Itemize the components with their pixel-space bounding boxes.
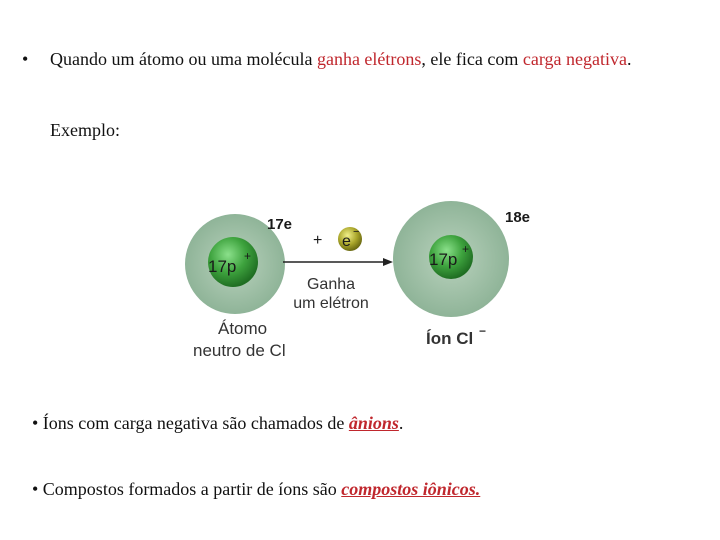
atom-electron-count: 17e [267,216,293,233]
atom-caption-line1: Átomo [218,319,268,338]
arrow-label-line1: Ganha [306,276,356,293]
intro-text-3: , ele fica com [421,49,523,69]
anions-term: ânions [348,413,399,433]
ionic-text-1: • Compostos formados a partir de íons são [32,479,342,499]
arrow-head-icon [383,258,393,266]
highlight-negative-charge: carga negativa [522,49,627,69]
atom-nucleus-charge: + [244,249,252,263]
ion-caption-charge: − [479,324,487,338]
ionic-compounds-term: compostos iônicos. [341,479,481,499]
anions-text-1: • Íons com carga negativa são chamados de [32,413,349,433]
atom-nucleus-label: 17p [208,257,237,276]
electron-label: e [342,233,351,250]
ion-nucleus-charge: + [462,242,470,256]
ion-caption: Íon Cl [426,329,474,348]
anions-statement [32,413,403,434]
ion-nucleus-label: 17p [429,250,458,269]
electron-charge: − [353,226,360,238]
plus-sign: + [313,232,323,249]
bullet: • [22,49,29,69]
ion-electron-count: 18e [505,209,531,226]
arrow-label-line2: um elétron [293,295,369,312]
atom-caption-line2: neutro de Cl [193,341,286,360]
anions-text-3: . [398,413,404,433]
intro-text-1: Quando um átomo ou uma molécula [50,49,317,69]
ionic-compounds-statement [32,479,480,500]
example-label: Exemplo: [50,120,120,140]
highlight-gains-electrons: ganha elétrons [316,49,422,69]
intro-text-5: . [626,49,632,69]
